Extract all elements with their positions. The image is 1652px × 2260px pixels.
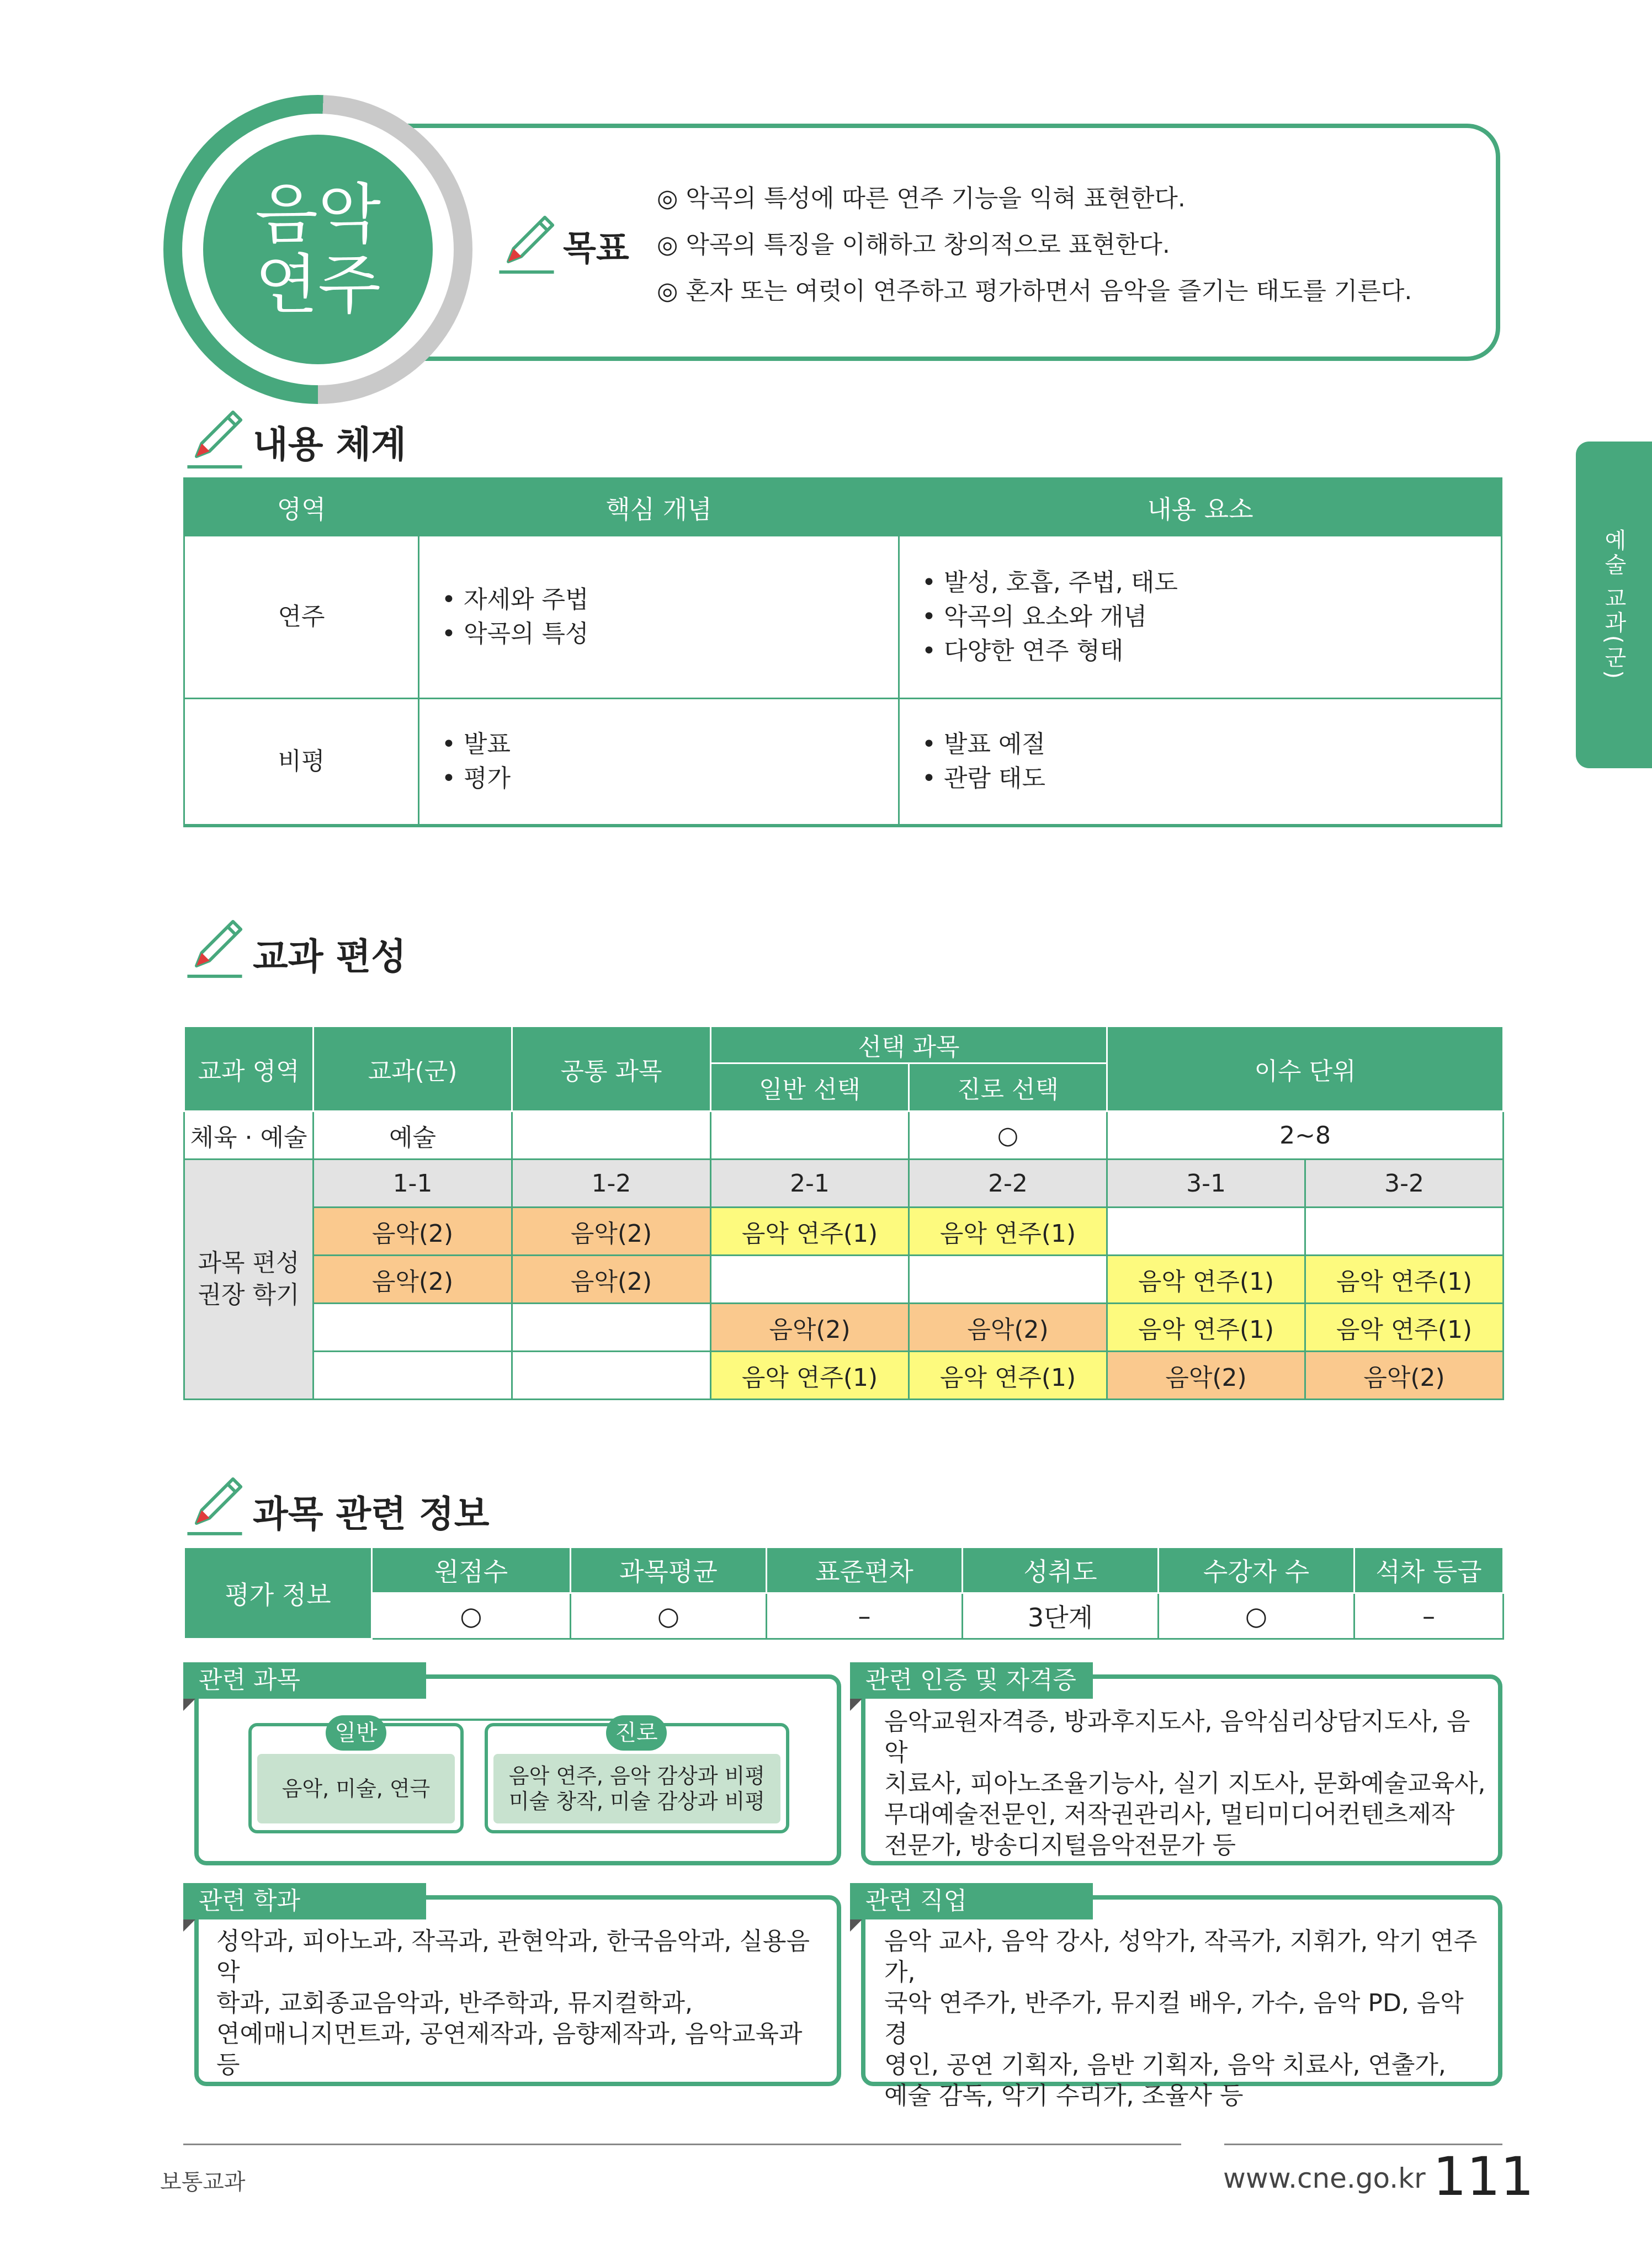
course-cell <box>512 1304 711 1352</box>
table-header: 핵심 개념 <box>419 479 899 536</box>
page-number: 111 <box>1433 2146 1534 2208</box>
course-cell: 음악 연주(1) <box>1107 1304 1305 1352</box>
general-subject-text: 음악, 미술, 연극 <box>257 1754 455 1823</box>
semester-cell: 1-2 <box>512 1160 711 1208</box>
goal-item: ◎ 악곡의 특징을 이해하고 창의적으로 표현한다. <box>657 231 1170 259</box>
elements-cell: • 발성, 호흡, 주법, 태도 • 악곡의 요소와 개념 • 다양한 연주 형태 <box>899 536 1502 699</box>
course-cell: 음악(2) <box>512 1208 711 1256</box>
header-subject: 교과(군) <box>314 1027 512 1112</box>
course-cell: 음악(2) <box>1107 1352 1305 1400</box>
concepts-cell: • 발표 • 평가 <box>419 699 899 826</box>
eval-value: ○ <box>372 1593 571 1639</box>
table-row <box>184 699 1502 826</box>
eval-value: – <box>1354 1593 1504 1639</box>
table-header: 영역 <box>184 479 419 536</box>
course-cell: 음악 연주(1) <box>1107 1256 1305 1304</box>
career-label: 진로 <box>606 1715 667 1751</box>
units-cell: 2~8 <box>1107 1112 1504 1160</box>
pencil-icon <box>182 406 247 471</box>
section-title-course-info: 과목 관련 정보 <box>253 1493 490 1535</box>
related-certs-text: 음악교원자격증, 방과후지도사, 음악심리상담지도사, 음악 치료사, 피아노조율기능사, 실기 지도사, 문화예술교육사, 무대예술전문인, 저작권관리사, 멀티미디어컨텐츠제작 전문가, 방송디지털음악전문가 등 <box>884 1708 1486 1859</box>
course-cell: 음악 연주(1) <box>909 1208 1107 1256</box>
area-cell: 연주 <box>184 536 419 699</box>
section-title-content-system: 내용 체계 <box>253 423 407 466</box>
eval-header: 원점수 <box>372 1548 571 1593</box>
eval-header: 성취도 <box>963 1548 1159 1593</box>
course-cell: 음악(2) <box>711 1304 909 1352</box>
table-row <box>184 1208 1504 1256</box>
header-elective: 선택 과목 <box>711 1027 1107 1063</box>
course-cell <box>512 1352 711 1400</box>
table-row <box>184 1256 1504 1304</box>
evaluation-table <box>183 1546 1504 1640</box>
related-depts-title: 관련 학과 <box>183 1883 426 1919</box>
related-certs-title: 관련 인증 및 자격증 <box>850 1662 1093 1699</box>
footer-divider <box>1224 2144 1502 2145</box>
pencil-icon <box>182 1472 247 1538</box>
course-cell <box>1305 1208 1504 1256</box>
semester-cell: 1-1 <box>314 1160 512 1208</box>
course-cell: 음악 연주(1) <box>711 1208 909 1256</box>
subject-title-line2: 연주 <box>255 247 381 323</box>
general-cell <box>711 1112 909 1160</box>
course-cell: 음악(2) <box>1305 1352 1504 1400</box>
goal-item: ◎ 혼자 또는 여럿이 연주하고 평가하면서 음악을 즐기는 태도를 기른다. <box>657 277 1412 305</box>
eval-header: 석차 등급 <box>1354 1548 1504 1593</box>
course-cell: 음악(2) <box>512 1256 711 1304</box>
subject-title-circle <box>203 135 433 364</box>
area-cell: 체육 · 예술 <box>184 1112 314 1160</box>
eval-value: – <box>767 1593 963 1639</box>
goal-list <box>657 176 1412 315</box>
common-cell <box>512 1112 711 1160</box>
course-cell: 음악 연주(1) <box>1305 1256 1504 1304</box>
goal-item: ◎ 악곡의 특성에 따른 연주 기능을 익혀 표현한다. <box>657 184 1186 212</box>
header-common: 공통 과목 <box>512 1027 711 1112</box>
footer-left-label: 보통교과 <box>160 2169 246 2195</box>
eval-value: ○ <box>571 1593 767 1639</box>
eval-value: ○ <box>1159 1593 1354 1639</box>
goal-label: 목표 <box>563 228 629 268</box>
header-units: 이수 단위 <box>1107 1027 1504 1112</box>
course-cell <box>1107 1208 1305 1256</box>
related-jobs-title: 관련 직업 <box>850 1883 1093 1919</box>
semester-cell: 3-2 <box>1305 1160 1504 1208</box>
table-row <box>184 1112 1504 1160</box>
course-cell <box>711 1256 909 1304</box>
course-cell: 음악(2) <box>314 1256 512 1304</box>
career-subject-text: 음악 연주, 음악 감상과 비평 미술 창작, 미술 감상과 비평 <box>493 1754 780 1823</box>
career-cell: ○ <box>909 1112 1107 1160</box>
table-header: 내용 요소 <box>899 479 1502 536</box>
subject-title-line1: 음악 <box>255 176 381 252</box>
course-cell <box>314 1304 512 1352</box>
course-cell: 음악 연주(1) <box>711 1352 909 1400</box>
curriculum-table <box>183 1025 1504 1400</box>
elements-cell: • 발표 예절 • 관람 태도 <box>899 699 1502 826</box>
related-subjects-title: 관련 과목 <box>183 1662 426 1699</box>
course-cell: 음악 연주(1) <box>909 1352 1107 1400</box>
pencil-icon <box>182 915 247 980</box>
course-cell <box>909 1256 1107 1304</box>
recommended-semester-label: 과목 편성 권장 학기 <box>184 1160 314 1400</box>
subject-cell: 예술 <box>314 1112 512 1160</box>
eval-header: 표준편차 <box>767 1548 963 1593</box>
table-row <box>184 1593 1504 1639</box>
header-general: 일반 선택 <box>711 1063 909 1112</box>
concepts-cell: • 자세와 주법 • 악곡의 특성 <box>419 536 899 699</box>
table-row <box>184 1304 1504 1352</box>
area-cell: 비평 <box>184 699 419 826</box>
side-tab-label: 예술 교과(군) <box>1601 529 1627 681</box>
course-cell: 음악(2) <box>314 1208 512 1256</box>
eval-header: 과목평균 <box>571 1548 767 1593</box>
related-depts-text: 성악과, 피아노과, 작곡과, 관현악과, 한국음악과, 실용음악 학과, 교회종교음악과, 반주학과, 뮤지컬학과, 연예매니지먼트과, 공연제작과, 음향제작과, 음악교육과 등 <box>216 1927 810 2079</box>
footer-url[interactable]: www.cne.go.kr <box>1223 2162 1426 2194</box>
header-career: 진로 선택 <box>909 1063 1107 1112</box>
course-cell <box>314 1352 512 1400</box>
eval-label: 평가 정보 <box>184 1548 372 1639</box>
content-system-table <box>183 477 1502 827</box>
header-area: 교과 영역 <box>184 1027 314 1112</box>
eval-header: 수강자 수 <box>1159 1548 1354 1593</box>
semester-row <box>184 1160 1504 1208</box>
course-cell: 음악 연주(1) <box>1305 1304 1504 1352</box>
course-cell: 음악(2) <box>909 1304 1107 1352</box>
semester-cell: 3-1 <box>1107 1160 1305 1208</box>
section-title-curriculum: 교과 편성 <box>253 935 407 978</box>
semester-cell: 2-1 <box>711 1160 909 1208</box>
table-row <box>184 1352 1504 1400</box>
general-label: 일반 <box>326 1715 386 1751</box>
pencil-icon <box>494 211 559 276</box>
semester-cell: 2-2 <box>909 1160 1107 1208</box>
related-jobs-text: 음악 교사, 음악 강사, 성악가, 작곡가, 지휘가, 악기 연주가, 국악 연주가, 반주가, 뮤지컬 배우, 가수, 음악 PD, 음악 경 영인, 공연 기획자, 음반 기획자, 음악 치료사, 연출가, 예술 감독, 악기 수리가, 조율사 등 <box>884 1927 1478 2110</box>
eval-value: 3단계 <box>963 1593 1159 1639</box>
footer-divider <box>183 2144 1181 2145</box>
table-row <box>184 536 1502 699</box>
